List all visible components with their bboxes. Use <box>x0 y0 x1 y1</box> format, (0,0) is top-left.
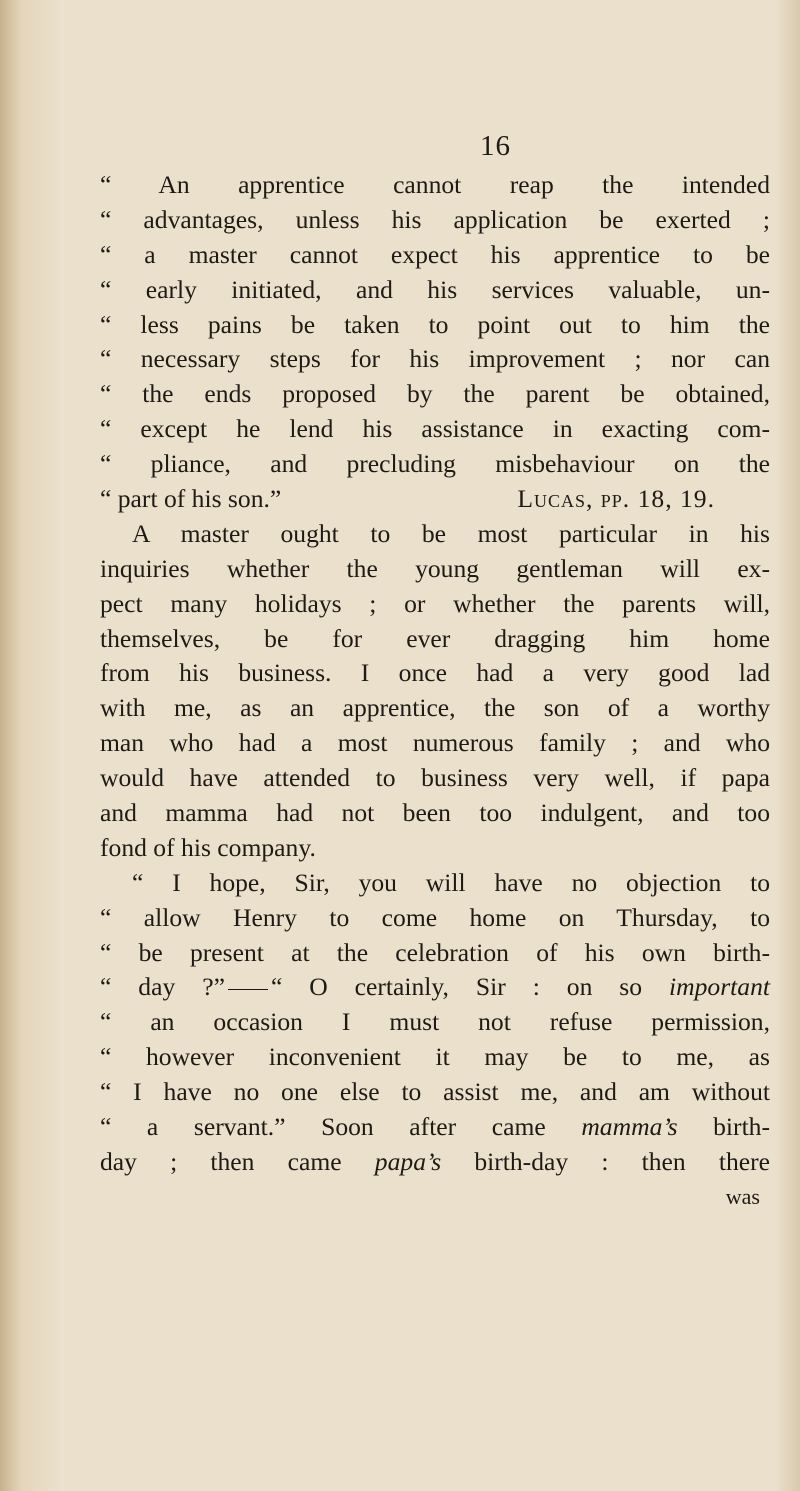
quote-line: “ the ends proposed by the parent be obtained, <box>100 379 770 409</box>
italic-word: mamma’s <box>581 1112 678 1142</box>
quote-line: “ early initiated, and his services valuable, un- <box>100 274 770 304</box>
dialogue-line: “ I hope, Sir, you will have no objection to <box>132 867 770 897</box>
catchword: was <box>725 1183 760 1209</box>
quote-end: “ part of his son.” <box>100 484 282 514</box>
quote-line: “ necessary steps for his improvement ; nor can <box>100 344 770 374</box>
paragraph-dialogue <box>100 866 770 1215</box>
dialogue-line <box>100 1145 770 1180</box>
paragraph-line: and mamma had not been too indulgent, and too <box>100 798 770 828</box>
paragraph-apprentice <box>100 517 770 866</box>
paragraph-line: A master ought to be most particular in his <box>132 518 770 548</box>
quote-line: “ advantages, unless his application be exerted ; <box>100 204 770 234</box>
page-number: 16 <box>480 130 511 162</box>
paragraph-line: pect many holidays ; or whether the parents will, <box>100 588 770 618</box>
dialogue-line: “ an occasion I must not refuse permission, <box>100 1007 770 1037</box>
dialogue-line: “ however inconvenient it may be to me, as <box>100 1042 770 1072</box>
quote-line: “ pliance, and precluding misbehaviour on the <box>100 449 770 479</box>
italic-word: important <box>669 972 770 1002</box>
dialogue-line: “ be present at the celebration of his own birth- <box>100 937 770 967</box>
quote-last-line <box>100 482 770 517</box>
paragraph-line: fond of his company. <box>100 832 316 862</box>
quote-line: “ except he lend his assistance in exacting com- <box>100 414 770 444</box>
paragraph-line: man who had a most numerous family ; and who <box>100 728 770 758</box>
quote-line: “ less pains be taken to point out to him the <box>100 309 770 339</box>
quotation-block <box>100 168 770 517</box>
quote-line: “ a master cannot expect his apprentice to be <box>100 239 770 269</box>
paragraph-line: themselves, be for ever dragging him home <box>100 623 770 653</box>
dialogue-fragment: “ a servant.” Soon after came <box>100 1112 582 1142</box>
paragraph-line: would have attended to business very well, if papa <box>100 763 770 793</box>
dialogue-fragment: “ O certainly, Sir : on so <box>270 972 670 1002</box>
dialogue-line <box>100 970 770 1005</box>
citation: Lucas, pp. 18, 19. <box>517 484 715 514</box>
dialogue-line <box>100 1110 770 1145</box>
italic-word: papa’s <box>374 1146 442 1176</box>
dialogue-fragment: day ; then came <box>100 1146 375 1176</box>
dialogue-fragment: birth-day : then there <box>441 1146 770 1176</box>
quote-line: “ An apprentice cannot reap the intended <box>100 170 770 199</box>
paragraph-line: from his business. I once had a very good lad <box>100 658 770 688</box>
dialogue-fragment: birth- <box>677 1112 770 1142</box>
em-dash-rule <box>228 989 268 990</box>
paragraph-line: inquiries whether the young gentleman will ex- <box>100 553 770 583</box>
paragraph-line: with me, as an apprentice, the son of a worthy <box>100 693 770 723</box>
dialogue-line: “ I have no one else to assist me, and am without <box>100 1077 770 1107</box>
dialogue-line: “ allow Henry to come home on Thursday, to <box>100 902 770 932</box>
page-body <box>100 168 770 1215</box>
dialogue-fragment: “ day ?” <box>100 972 225 1002</box>
